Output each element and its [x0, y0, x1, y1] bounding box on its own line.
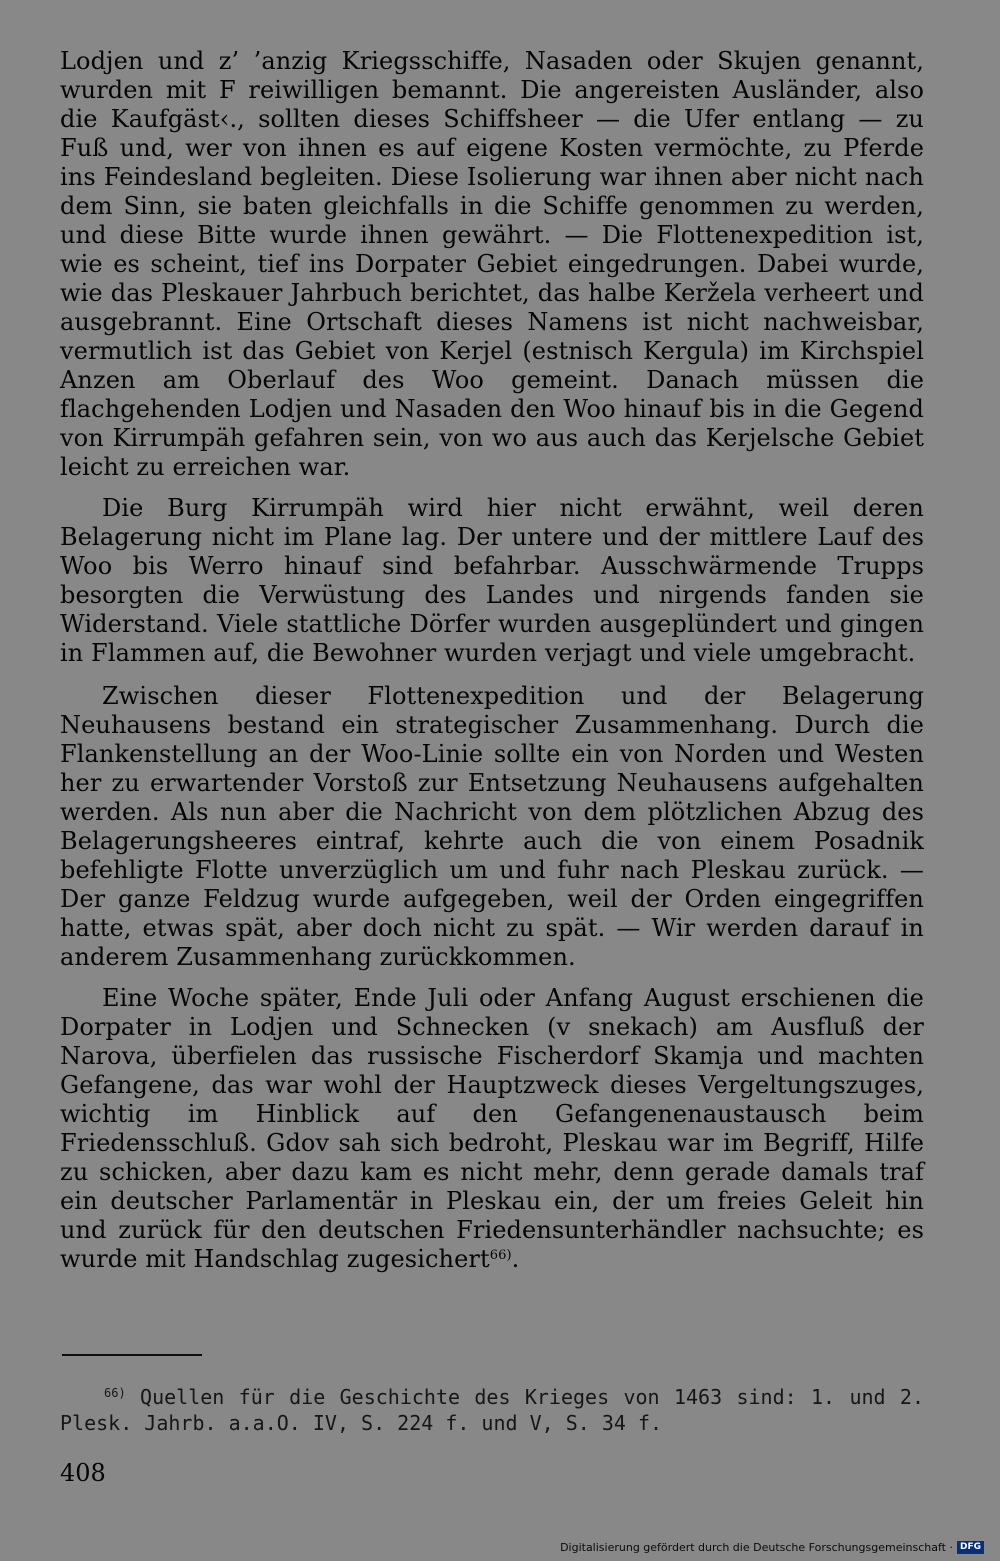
footnote-reference: 66) — [489, 1248, 512, 1263]
dfg-logo: DFG — [957, 1541, 984, 1554]
page-number: 408 — [60, 1459, 106, 1487]
paragraph-1: Lodjen und z’ ’anzig Kriegsschiffe, Nasaden oder Skujen genannt, wurden mit F reiwilligen bemannt. Die angereisten Ausländer, also die Kaufgäst‹., sollten dieses Schiffsheer — die Ufer entlang — zu Fuß und, wer von ihnen es auf eigene Kosten vermöchte, zu Pferde ins Feindesland begleiten. Diese Isolierung war ihnen aber nicht nach dem Sinn, sie baten gleichfalls in die Schiffe genommen zu werden, und diese Bitte wurde ihnen gewährt. — Die Flottenexpedition ist, wie es scheint, tief ins Dorpater Gebiet eingedrungen. Dabei wurde, wie das Pleskauer Jahrbuch berichtet, das halbe Keržela verheert und ausgebrannt. Eine Ortschaft dieses Namens ist nicht nachweisbar, vermutlich ist das Gebiet von Kerjel (estnisch Kergula) im Kirchspiel Anzen am Oberlauf des Woo gemeint. Danach müssen die flachgehenden Lodjen und Nasaden den Woo hinauf bis in die Gegend von Kirrumpäh gefahren sein, von wo aus auch das Kerjelsche Gebiet leicht zu erreichen war. — [60, 47, 924, 481]
footnote — [60, 1384, 924, 1436]
paragraph-4-text: Eine Woche später, Ende Juli oder Anfang August erschienen die Dorpater in Lodjen und Schnecken (v snekach) am Ausfluß der Narova, überfielen das russische Fischerdorf Skamja und machten Gefangene, das war wohl der Hauptzweck dieses Vergeltungszuges, wichtig im Hinblick auf den Gefangenenaustausch beim Friedensschluß. Gdov sah sich bedroht, Pleskau war im Begriff, Hilfe zu schicken, aber dazu kam es nicht mehr, denn gerade damals traf ein deutscher Parlamentär in Pleskau ein, der um freies Geleit hin und zurück für den deutschen Friedensunterhändler nachsuchte; es wurde mit Handschlag zugesichert — [60, 984, 924, 1273]
footnote-marker: 66) — [104, 1386, 126, 1400]
page-body — [60, 47, 924, 1274]
paragraph-3: Zwischen dieser Flottenexpedition und der Belagerung Neuhausens bestand ein strategischer Zusammenhang. Durch die Flankenstellung an der Woo-Linie sollte ein von Norden und Westen her zu erwartender Vorstoß zur Entsetzung Neuhausens aufgehalten werden. Als nun aber die Nachricht von dem plötzlichen Abzug des Belagerungsheeres eintraf, kehrte auch die von einem Posadnik befehligte Flotte unverzüglich um und fuhr nach Pleskau zurück. — Der ganze Feldzug wurde aufgegeben, weil der Orden eingegriffen hatte, etwas spät, aber doch nicht zu spät. — Wir werden darauf in anderem Zusammenhang zurückkommen. — [60, 682, 924, 971]
credit-text: Digitalisierung gefördert durch die Deutsche Forschungsgemeinschaft · — [560, 1541, 953, 1554]
paragraph-4-end: . — [511, 1245, 520, 1273]
paragraph-2: Die Burg Kirrumpäh wird hier nicht erwähnt, weil deren Belagerung nicht im Plane lag. Der untere und der mittlere Lauf des Woo bis Werro hinauf sind befahrbar. Ausschwärmende Trupps besorgten die Verwüstung des Landes und nirgends fanden sie Widerstand. Viele stattliche Dörfer wurden ausgeplündert und gingen in Flammen auf, die Bewohner wurden verjagt und viele umgebracht. — [60, 494, 924, 667]
footnote-text: Quellen für die Geschichte des Krieges von 1463 sind: 1. und 2. Plesk. Jahrb. a.a.O. IV, S. 224 f. und V, S. 34 f. — [60, 1385, 924, 1435]
footnote-divider — [62, 1354, 202, 1356]
digitization-credit — [560, 1540, 984, 1555]
paragraph-4 — [60, 984, 924, 1274]
